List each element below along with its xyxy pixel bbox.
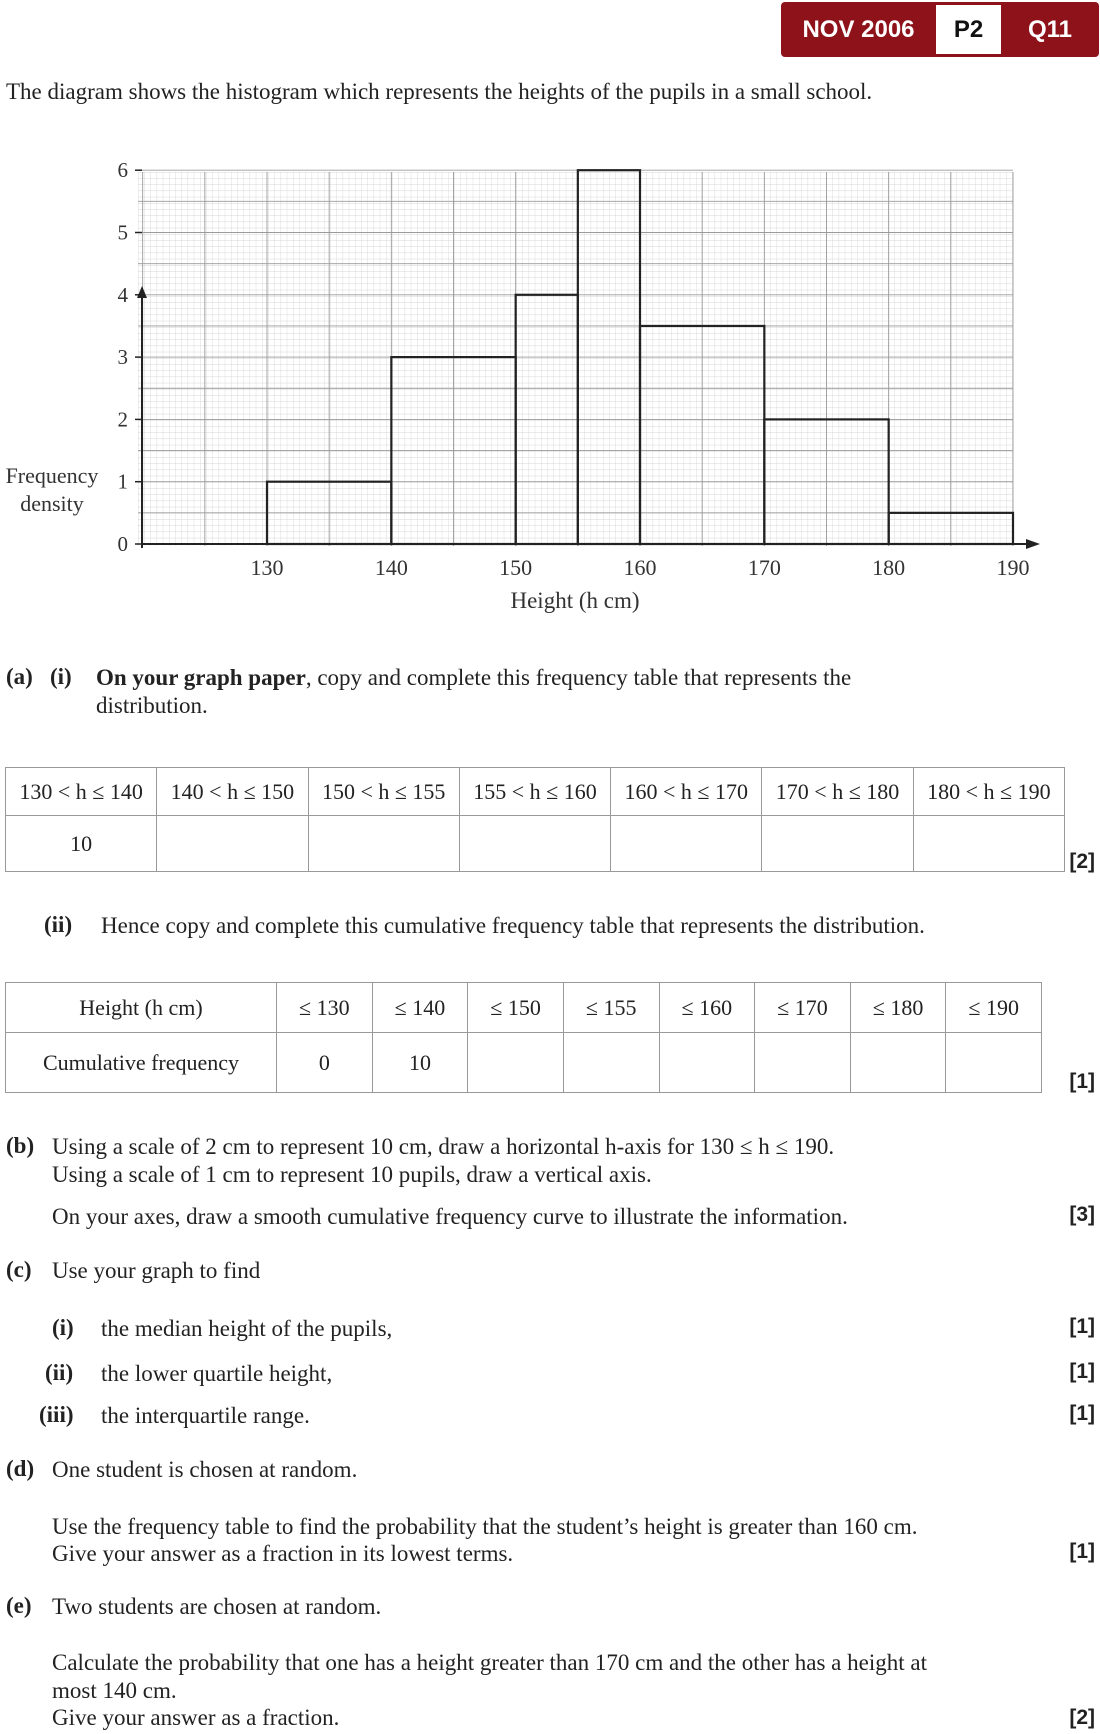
cum-cell: 0 <box>277 1033 373 1093</box>
freq-cell <box>308 816 459 872</box>
x-tick-label: 180 <box>872 555 906 580</box>
cum-row2-label: Cumulative frequency <box>6 1033 277 1093</box>
marks-d: [1] <box>1069 1540 1095 1563</box>
x-tick-label: 190 <box>996 555 1030 580</box>
part-a-ii-label: (ii) <box>44 912 73 937</box>
freq-header: 140 < h ≤ 150 <box>157 768 308 816</box>
freq-header: 155 < h ≤ 160 <box>459 768 610 816</box>
cum-header: ≤ 150 <box>468 983 564 1033</box>
cum-cell <box>755 1033 851 1093</box>
part-b-label: (b) <box>6 1133 35 1158</box>
part-c-ii-text: the lower quartile height, <box>101 1361 333 1386</box>
cum-row1-label: Height (h cm) <box>6 983 277 1033</box>
part-c-i-label: (i) <box>52 1315 74 1340</box>
question-number: Q11 <box>1027 15 1073 43</box>
part-a-ii-text: Hence copy and complete this cumulative frequency table that represents the distribution. <box>101 913 925 938</box>
histogram-chart <box>0 140 1060 630</box>
cum-cell <box>850 1033 946 1093</box>
cum-header: ≤ 190 <box>946 983 1042 1033</box>
freq-cell <box>762 816 913 872</box>
part-e-line1: Two students are chosen at random. <box>52 1594 382 1619</box>
frequency-table <box>5 767 1065 872</box>
freq-cell <box>611 816 762 872</box>
part-c-label: (c) <box>6 1257 32 1282</box>
cum-header: ≤ 155 <box>563 983 659 1033</box>
freq-header: 160 < h ≤ 170 <box>611 768 762 816</box>
part-e-line3: most 140 cm. <box>52 1678 177 1703</box>
part-a-label: (a) <box>6 664 33 689</box>
cum-header: ≤ 130 <box>277 983 373 1033</box>
y-tick-label: 0 <box>117 532 128 556</box>
cum-cell <box>563 1033 659 1093</box>
part-a-i-text <box>96 664 851 720</box>
part-d-line3: Give your answer as a fraction in its lowest terms. <box>52 1541 514 1566</box>
question-header <box>781 2 1099 57</box>
cum-cell <box>946 1033 1042 1093</box>
cum-header: ≤ 180 <box>850 983 946 1033</box>
freq-cell <box>157 816 308 872</box>
y-tick-label: 4 <box>117 282 128 307</box>
freq-header: 130 < h ≤ 140 <box>6 768 157 816</box>
part-e-line2: Calculate the probability that one has a height greater than 170 cm and the other has a height at <box>52 1650 927 1675</box>
part-a-i-label: (i) <box>50 664 72 689</box>
part-c-ii-label: (ii) <box>45 1360 74 1385</box>
marks-a-ii: [1] <box>1069 1070 1095 1093</box>
intro-text: The diagram shows the histogram which represents the heights of the pupils in a small school. <box>6 79 873 104</box>
part-d-line2: Use the frequency table to find the probability that the student’s height is greater than 160 cm. <box>52 1514 918 1539</box>
x-tick-label: 160 <box>623 555 657 580</box>
x-tick-label: 140 <box>374 555 408 580</box>
cum-header: ≤ 140 <box>372 983 468 1033</box>
part-a-i-line2: distribution. <box>96 693 208 718</box>
y-axis-label-line2: density <box>20 491 84 516</box>
x-tick-label: 130 <box>250 555 284 580</box>
marks-c-iii: [1] <box>1069 1402 1095 1425</box>
freq-header: 180 < h ≤ 190 <box>913 768 1064 816</box>
part-c-intro: Use your graph to find <box>52 1258 261 1283</box>
part-a-i-bold: On your graph paper <box>96 665 306 690</box>
marks-c-i: [1] <box>1069 1315 1095 1338</box>
y-tick-label: 6 <box>117 158 128 183</box>
cum-cell: 10 <box>372 1033 468 1093</box>
x-axis-arrow <box>1026 539 1040 549</box>
y-axis-label-line1: Frequency <box>5 463 99 488</box>
part-b-line3: On your axes, draw a smooth cumulative frequency curve to illustrate the information. <box>52 1204 848 1229</box>
cum-header: ≤ 160 <box>659 983 755 1033</box>
part-a-i-line1: , copy and complete this frequency table that represents the <box>305 665 852 690</box>
paper-number: P2 <box>936 5 1001 54</box>
y-tick-label: 5 <box>117 220 128 245</box>
marks-c-ii: [1] <box>1069 1360 1095 1383</box>
part-c-i-text: the median height of the pupils, <box>101 1316 393 1341</box>
freq-header: 150 < h ≤ 155 <box>308 768 459 816</box>
grid-minor <box>138 172 1013 546</box>
part-d-line1: One student is chosen at random. <box>52 1457 358 1482</box>
part-d-label: (d) <box>6 1456 35 1481</box>
part-c-iii-text: the interquartile range. <box>101 1403 310 1428</box>
cum-cell <box>468 1033 564 1093</box>
part-b-line2: Using a scale of 1 cm to represent 10 pupils, draw a vertical axis. <box>52 1162 652 1187</box>
freq-cell <box>913 816 1064 872</box>
part-b-line1: Using a scale of 2 cm to represent 10 cm, draw a horizontal h-axis for 130 ≤ h ≤ 190. <box>52 1134 835 1159</box>
freq-cell <box>459 816 610 872</box>
marks-a-i: [2] <box>1069 850 1095 873</box>
x-axis-label: Height (h cm) <box>510 588 640 613</box>
cum-cell <box>659 1033 755 1093</box>
x-tick-label: 170 <box>747 555 781 580</box>
marks-e: [2] <box>1069 1706 1095 1729</box>
freq-header: 170 < h ≤ 180 <box>762 768 913 816</box>
marks-b: [3] <box>1069 1203 1095 1226</box>
part-c-iii-label: (iii) <box>39 1402 74 1427</box>
part-e-line4: Give your answer as a fraction. <box>52 1705 340 1730</box>
x-tick-label: 150 <box>499 555 533 580</box>
y-tick-label: 2 <box>117 407 128 432</box>
exam-date: NOV 2006 <box>802 15 915 43</box>
freq-cell: 10 <box>6 816 157 872</box>
y-tick-label: 1 <box>117 469 128 494</box>
cum-header: ≤ 170 <box>755 983 851 1033</box>
cumulative-frequency-table <box>5 982 1042 1093</box>
y-tick-label: 3 <box>117 345 128 370</box>
part-e-label: (e) <box>6 1593 32 1618</box>
